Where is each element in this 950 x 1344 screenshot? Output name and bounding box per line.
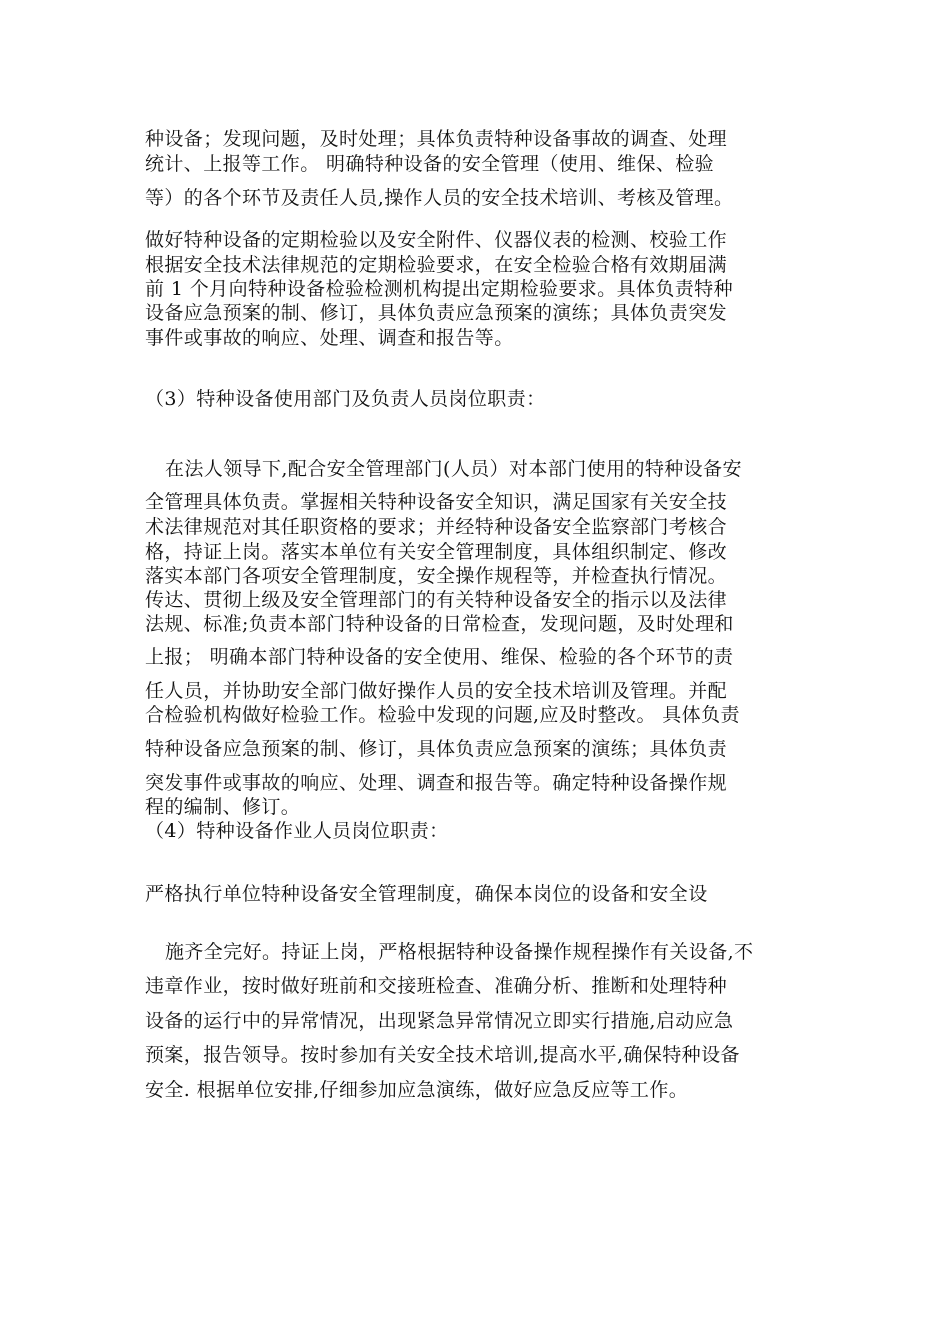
paragraph-line: 合检验机构做好检验工作。检验中发现的问题,应及时整改。 具体负责 [145, 704, 740, 726]
paragraph-line: 预案，报告领导。按时参加有关安全技术培训,提高水平,确保特种设备 [145, 1044, 740, 1066]
paragraph-line: 前 1 个月向特种设备检验检测机构提出定期检验要求。具体负责特种 [145, 278, 733, 300]
paragraph-line: 设备的运行中的异常情况，出现紧急异常情况立即实行措施,启动应急 [145, 1010, 734, 1032]
paragraph-line: 根据安全技术法律规范的定期检验要求，在安全检验合格有效期届满 [145, 254, 728, 276]
paragraph-line: （4）特种设备作业人员岗位职责： [145, 820, 449, 842]
paragraph-line: 传达、贯彻上级及安全管理部门的有关特种设备安全的指示以及法律 [145, 589, 728, 611]
paragraph-line: 特种设备应急预案的制、修订，具体负责应急预案的演练；具体负责 [145, 738, 728, 760]
paragraph-line: 术法律规范对其任职资格的要求；并经特种设备安全监察部门考核合 [145, 516, 728, 538]
paragraph-line: 落实本部门各项安全管理制度，安全操作规程等，并检查执行情况。 [145, 565, 728, 587]
paragraph-line: 程的编制、修订。 [145, 796, 301, 818]
paragraph-line: 统计、上报等工作。 明确特种设备的安全管理（使用、维保、检验 [145, 153, 715, 175]
paragraph-line: 上报； 明确本部门特种设备的安全使用、维保、检验的各个环节的责 [145, 646, 734, 668]
paragraph-line: 等）的各个环节及责任人员,操作人员的安全技术培训、考核及管理。 [145, 187, 734, 209]
section-heading-4: 严格执行单位特种设备安全管理制度，确保本岗位的设备和安全设 [145, 883, 708, 905]
paragraph-line: 事件或事故的响应、处理、调查和报告等。 [145, 327, 514, 349]
paragraph-line: 施齐全完好。持证上岗，严格根据特种设备操作规程操作有关设备,不 [165, 941, 754, 963]
paragraph-line: 安全. 根据单位安排,仔细参加应急演练，做好应急反应等工作。 [145, 1079, 689, 1101]
paragraph-line: 突发事件或事故的响应、处理、调查和报告等。确定特种设备操作规 [145, 772, 728, 794]
paragraph-line: 做好特种设备的定期检验以及安全附件、仪器仪表的检测、校验工作 [145, 229, 728, 251]
paragraph-line: 在法人领导下,配合安全管理部门(人员）对本部门使用的特种设备安 [165, 458, 742, 480]
paragraph-line: 种设备；发现问题，及时处理；具体负责特种设备事故的调查、处理 [145, 128, 728, 150]
paragraph-line: 全管理具体负责。掌握相关特种设备安全知识，满足国家有关安全技 [145, 491, 728, 513]
paragraph-line: 格，持证上岗。落实本单位有关安全管理制度，具体组织制定、修改 [145, 541, 728, 563]
section-heading-3: （3）特种设备使用部门及负责人员岗位职责： [145, 388, 546, 410]
paragraph-line: 任人员，并协助安全部门做好操作人员的安全技术培训及管理。并配 [145, 680, 728, 702]
paragraph-line: 法规、标准;负责本部门特种设备的日常检查，发现问题，及时处理和 [145, 613, 734, 635]
paragraph-line: 设备应急预案的制、修订，具体负责应急预案的演练；具体负责突发 [145, 302, 728, 324]
paragraph-line: 违章作业，按时做好班前和交接班检查、准确分析、推断和处理特种 [145, 975, 728, 997]
